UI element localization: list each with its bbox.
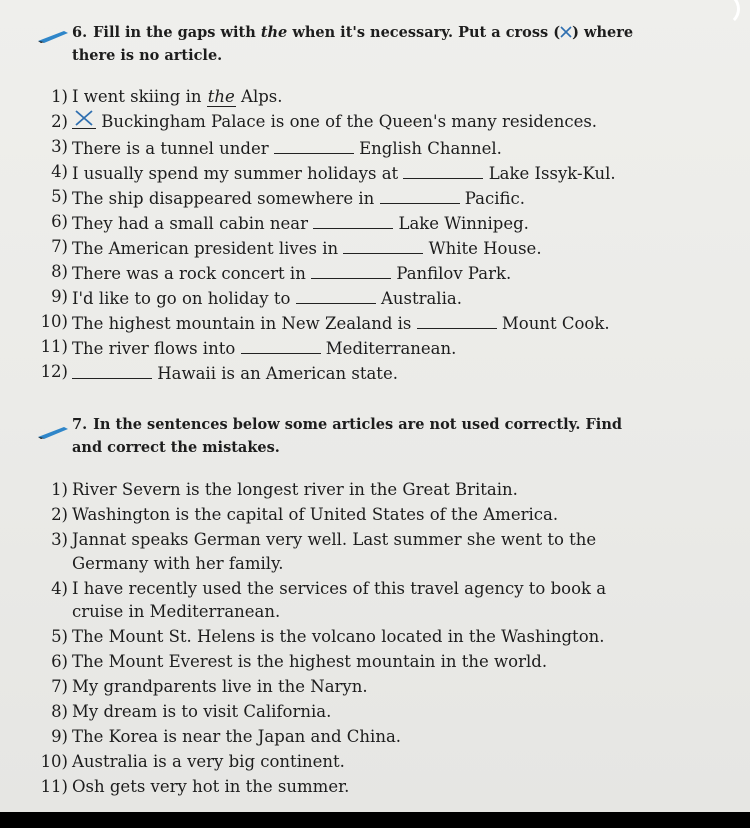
sentence-start: There was a rock concert in (72, 264, 306, 283)
cross-mark-icon (75, 110, 93, 126)
corner-curl-icon (706, 0, 740, 26)
cross-symbol-icon (560, 26, 572, 38)
item-text (72, 85, 283, 109)
answer-blank[interactable] (313, 210, 393, 229)
item-text (72, 260, 511, 286)
item-text (72, 135, 502, 161)
sentence-start: The highest mountain in New Zealand is (72, 314, 412, 333)
item-text: cruise in Mediterranean. (72, 602, 281, 621)
item-number: 4) (51, 162, 68, 181)
sentence-start: They had a small cabin near (72, 214, 308, 233)
pencil-icon (38, 31, 68, 43)
item-number: 9) (51, 727, 68, 746)
item-number: 6) (51, 212, 68, 231)
item-text: Osh gets very hot in the summer. (72, 777, 350, 796)
sentence-end: Pacific. (464, 189, 525, 208)
answer-blank[interactable] (72, 360, 152, 379)
item-number: 11) (40, 337, 68, 356)
item-number: 1) (51, 480, 68, 499)
pencil-icon (38, 427, 68, 439)
sentence-end: Lake Issyk-Kul. (488, 164, 616, 183)
item-number: 3) (51, 137, 68, 156)
item-text: My grandparents live in the Naryn. (72, 677, 368, 696)
sentence-end: Alps. (241, 87, 283, 106)
exercise-6-heading-line2: there is no article. (72, 47, 223, 64)
item-text (72, 285, 462, 311)
sentence-start: There is a tunnel under (72, 139, 269, 158)
item-text: My dream is to visit California. (72, 702, 332, 721)
answer-blank[interactable] (274, 135, 354, 154)
filled-answer: the (207, 87, 235, 106)
answer-blank[interactable] (343, 235, 423, 254)
item-number: 5) (51, 627, 68, 646)
sentence-end: Hawaii is an American state. (157, 364, 398, 383)
bottom-black-bar (0, 812, 750, 828)
item-number: 8) (51, 262, 68, 281)
item-number: 1) (51, 87, 68, 106)
item-number: 5) (51, 187, 68, 206)
item-text (72, 360, 398, 386)
item-number: 7) (51, 237, 68, 256)
item-text: The Korea is near the Japan and China. (72, 727, 402, 746)
item-text (72, 160, 616, 186)
item-text: Australia is a very big continent. (72, 752, 345, 771)
sentence-end: Buckingham Palace is one of the Queen's many residences. (101, 112, 598, 131)
answer-blank[interactable] (311, 260, 391, 279)
item-text (72, 185, 525, 211)
item-text (72, 335, 456, 361)
item-text: River Severn is the longest river in the Great Britain. (72, 480, 518, 499)
item-text (72, 110, 597, 134)
item-number: 12) (40, 362, 68, 381)
item-number: 6) (51, 652, 68, 671)
item-text: Jannat speaks German very well. Last summer she went to the (72, 530, 597, 549)
item-number: 10) (40, 312, 68, 331)
sentence-start: The river flows into (72, 339, 236, 358)
item-number: 3) (51, 530, 68, 549)
exercise-6-number: 6. (72, 24, 88, 41)
answer-blank[interactable] (417, 310, 497, 329)
item-text (72, 210, 529, 236)
answer-blank[interactable] (403, 160, 483, 179)
item-number: 2) (51, 112, 68, 131)
item-text: The Mount St. Helens is the volcano located in the Washington. (72, 627, 605, 646)
item-text: The Mount Everest is the highest mountain in the world. (72, 652, 548, 671)
sentence-end: White House. (428, 239, 542, 258)
sentence-start: I usually spend my summer holidays at (72, 164, 399, 183)
cross-answer (72, 110, 96, 129)
answer-blank[interactable] (241, 335, 321, 354)
item-number: 8) (51, 702, 68, 721)
item-number: 7) (51, 677, 68, 696)
answer-blank[interactable] (296, 285, 376, 304)
sentence-end: Mount Cook. (501, 314, 610, 333)
item-number: 11) (40, 777, 68, 796)
sentence-start: The ship disappeared somewhere in (72, 189, 375, 208)
exercise-6-heading: 6. Fill in the gaps with the when it's necessary. Put a cross ( ) where (72, 24, 634, 41)
item-text: I have recently used the services of this travel agency to book a (72, 578, 607, 598)
exercise-7-heading: 7. In the sentences below some articles are not used correctly. Find (72, 416, 622, 433)
sentence-end: Panfilov Park. (396, 264, 512, 283)
sentence-start: I went skiing in (72, 87, 202, 106)
item-text: Germany with her family. (72, 553, 284, 573)
sentence-end: Australia. (380, 289, 462, 308)
exercise-7-number: 7. (72, 416, 88, 433)
item-number: 2) (51, 505, 68, 524)
answer-blank[interactable] (380, 185, 460, 204)
sentence-end: Lake Winnipeg. (398, 214, 529, 233)
item-number: 4) (51, 578, 68, 598)
item-number: 9) (51, 287, 68, 306)
sentence-end: Mediterranean. (325, 339, 457, 358)
sentence-end: English Channel. (359, 139, 502, 158)
item-number: 10) (40, 752, 68, 771)
sentence-start: The American president lives in (72, 239, 339, 258)
exercise-7-heading-line2: and correct the mistakes. (72, 439, 280, 456)
sentence-start: I'd like to go on holiday to (72, 289, 291, 308)
item-text (72, 310, 610, 336)
item-text (72, 235, 542, 261)
item-text: Washington is the capital of United States of the America. (72, 505, 559, 524)
